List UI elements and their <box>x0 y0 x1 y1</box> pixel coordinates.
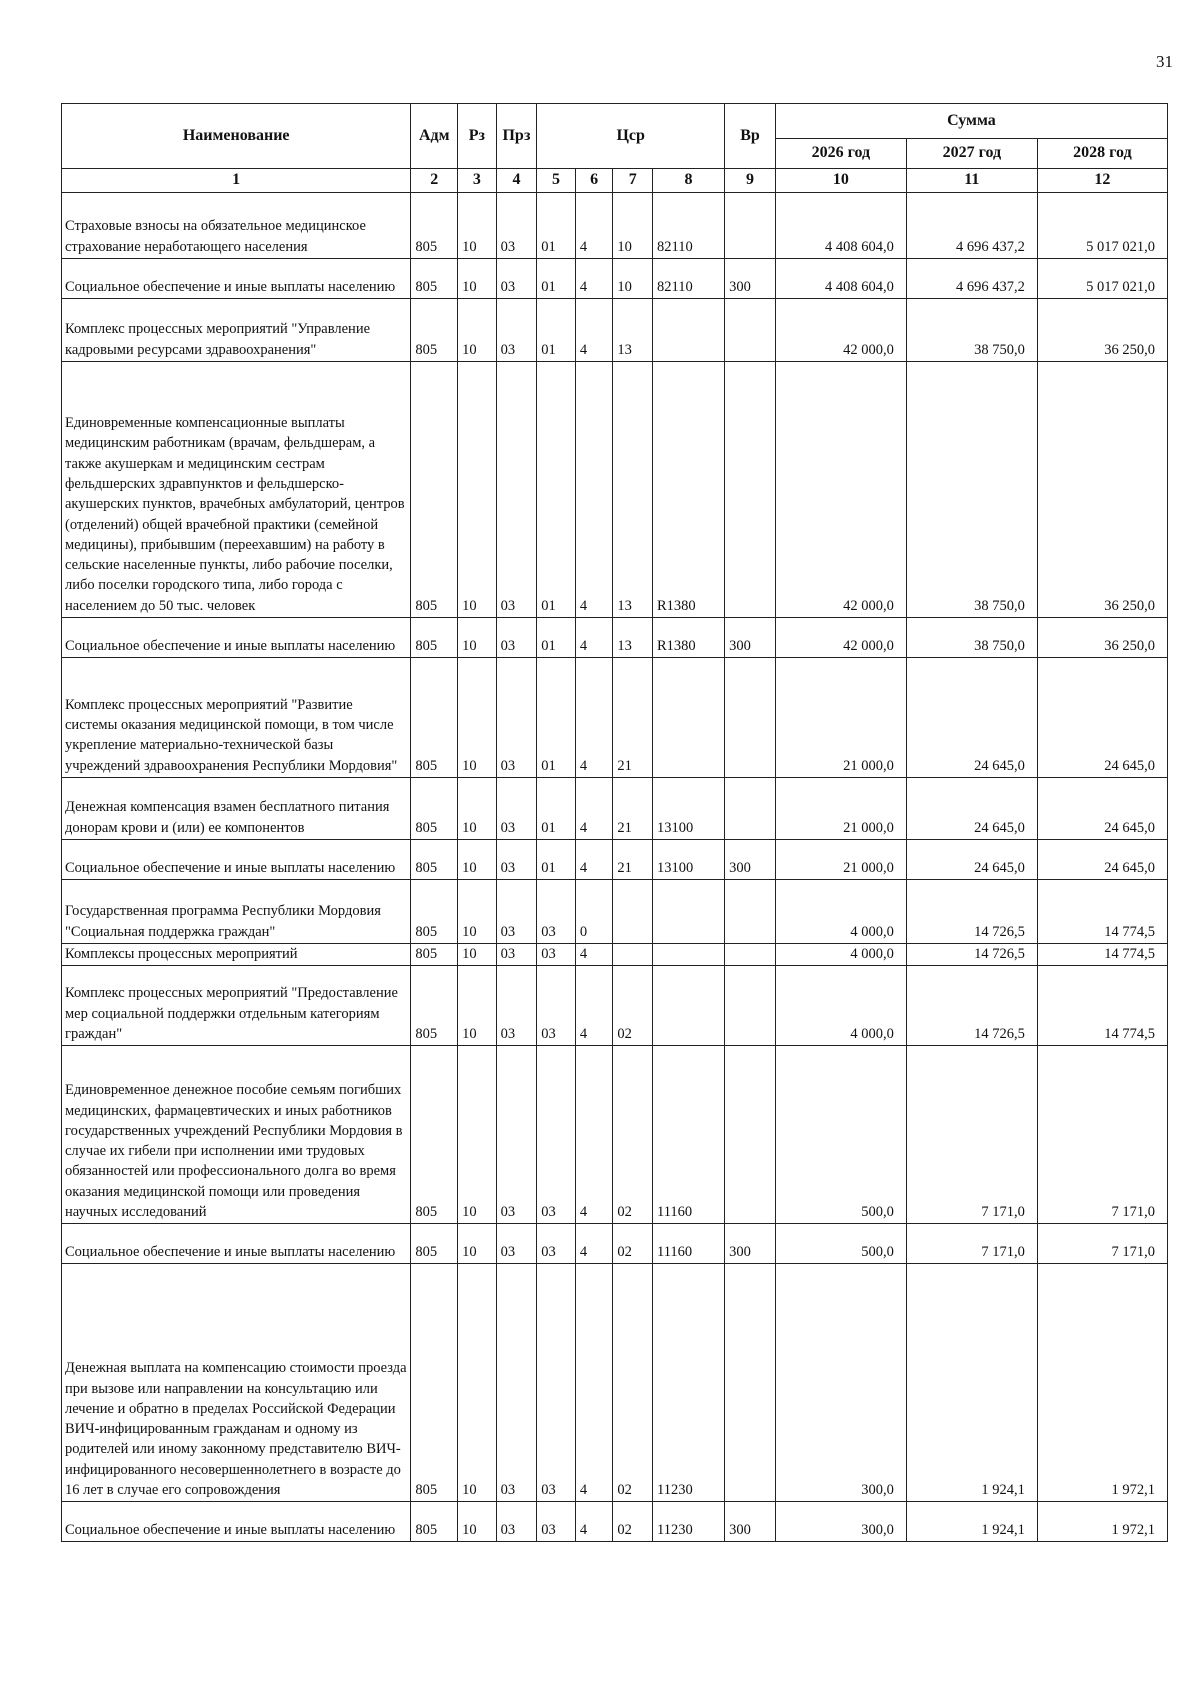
cell-rz: 10 <box>458 944 497 966</box>
col-number: 3 <box>458 169 497 193</box>
cell-c7 <box>613 944 653 966</box>
cell-adm: 805 <box>411 1502 458 1542</box>
cell-s2026: 300,0 <box>775 1502 906 1542</box>
cell-adm: 805 <box>411 1264 458 1502</box>
cell-vr <box>725 966 776 1046</box>
cell-c6: 4 <box>575 193 613 259</box>
table-row <box>62 362 1168 618</box>
cell-s2028: 1 972,1 <box>1037 1502 1167 1542</box>
cell-prz: 03 <box>496 618 537 658</box>
col-number: 9 <box>725 169 776 193</box>
cell-c7: 02 <box>613 1502 653 1542</box>
cell-vr <box>725 658 776 778</box>
cell-rz: 10 <box>458 966 497 1046</box>
table-row <box>62 1264 1168 1502</box>
header-prz: Прз <box>496 104 537 169</box>
cell-c8: 11160 <box>652 1046 724 1224</box>
cell-c5: 03 <box>537 1264 576 1502</box>
col-number: 5 <box>537 169 576 193</box>
cell-s2027: 14 726,5 <box>906 966 1037 1046</box>
cell-c7: 02 <box>613 1224 653 1264</box>
col-number: 8 <box>652 169 724 193</box>
cell-adm: 805 <box>411 362 458 618</box>
cell-name: Комплекс процессных мероприятий "Управление кадровыми ресурсами здравоохранения" <box>62 299 411 362</box>
cell-name: Единовременные компенсационные выплаты медицинским работникам (врачам, фельдшерам, а также акушеркам и медицинским сестрам фельдшерских здравпунктов и фельдшерско-акушерских пунктов, врачебных амбулаторий, центров (отделений) общей врачебной практики (семейной медицины), прибывшим (переехавшим) на работу в сельские населенные пункты, либо рабочие поселки, либо поселки городского типа, либо города с населением до 50 тыс. человек <box>62 362 411 618</box>
header-year-2027: 2027 год <box>906 139 1037 169</box>
budget-table <box>61 103 1168 1542</box>
cell-adm: 805 <box>411 840 458 880</box>
cell-c6: 4 <box>575 1046 613 1224</box>
cell-c7: 21 <box>613 778 653 840</box>
cell-prz: 03 <box>496 880 537 944</box>
col-number: 4 <box>496 169 537 193</box>
cell-name: Единовременное денежное пособие семьям погибших медицинских, фармацевтических и иных работников государственных учреждений Республики Мордовия в случае их гибели при исполнении ими трудовых обязанностей или профессионального долга во время оказания медицинской помощи или проведения научных исследований <box>62 1046 411 1224</box>
table-row <box>62 880 1168 944</box>
header-vr: Вр <box>725 104 776 169</box>
cell-c8 <box>652 658 724 778</box>
cell-adm: 805 <box>411 299 458 362</box>
cell-s2028: 24 645,0 <box>1037 840 1167 880</box>
col-number: 10 <box>775 169 906 193</box>
cell-name: Социальное обеспечение и иные выплаты населению <box>62 1502 411 1542</box>
cell-adm: 805 <box>411 1224 458 1264</box>
cell-c6: 4 <box>575 840 613 880</box>
cell-c5: 01 <box>537 259 576 299</box>
cell-c6: 4 <box>575 778 613 840</box>
cell-vr: 300 <box>725 1224 776 1264</box>
cell-c8 <box>652 880 724 944</box>
cell-adm: 805 <box>411 618 458 658</box>
cell-rz: 10 <box>458 299 497 362</box>
cell-adm: 805 <box>411 658 458 778</box>
cell-c7: 02 <box>613 1046 653 1224</box>
cell-rz: 10 <box>458 1046 497 1224</box>
cell-s2026: 500,0 <box>775 1046 906 1224</box>
cell-s2028: 7 171,0 <box>1037 1046 1167 1224</box>
table-row <box>62 1224 1168 1264</box>
cell-s2026: 42 000,0 <box>775 362 906 618</box>
cell-rz: 10 <box>458 658 497 778</box>
cell-s2026: 42 000,0 <box>775 299 906 362</box>
cell-adm: 805 <box>411 966 458 1046</box>
cell-c7 <box>613 880 653 944</box>
cell-c8 <box>652 966 724 1046</box>
cell-s2027: 4 696 437,2 <box>906 259 1037 299</box>
cell-vr <box>725 299 776 362</box>
cell-prz: 03 <box>496 1046 537 1224</box>
cell-rz: 10 <box>458 778 497 840</box>
header-year-2028: 2028 год <box>1037 139 1167 169</box>
cell-adm: 805 <box>411 944 458 966</box>
cell-rz: 10 <box>458 840 497 880</box>
cell-s2027: 38 750,0 <box>906 362 1037 618</box>
cell-c6: 4 <box>575 658 613 778</box>
cell-s2026: 4 408 604,0 <box>775 193 906 259</box>
cell-c7: 02 <box>613 966 653 1046</box>
cell-s2027: 38 750,0 <box>906 618 1037 658</box>
table-row <box>62 840 1168 880</box>
table-row <box>62 193 1168 259</box>
cell-rz: 10 <box>458 1224 497 1264</box>
cell-name: Социальное обеспечение и иные выплаты населению <box>62 840 411 880</box>
cell-c8: 11230 <box>652 1502 724 1542</box>
cell-rz: 10 <box>458 1502 497 1542</box>
header-year-2026: 2026 год <box>775 139 906 169</box>
cell-s2027: 14 726,5 <box>906 880 1037 944</box>
cell-vr <box>725 362 776 618</box>
col-number: 6 <box>575 169 613 193</box>
cell-s2028: 7 171,0 <box>1037 1224 1167 1264</box>
cell-c5: 03 <box>537 1502 576 1542</box>
cell-s2026: 4 000,0 <box>775 880 906 944</box>
cell-s2028: 1 972,1 <box>1037 1264 1167 1502</box>
cell-c7: 13 <box>613 362 653 618</box>
cell-c8: 13100 <box>652 778 724 840</box>
table-row <box>62 658 1168 778</box>
cell-c8 <box>652 299 724 362</box>
cell-s2027: 4 696 437,2 <box>906 193 1037 259</box>
cell-prz: 03 <box>496 778 537 840</box>
cell-c5: 01 <box>537 618 576 658</box>
cell-c7: 21 <box>613 840 653 880</box>
cell-name: Комплекс процессных мероприятий "Предоставление мер социальной поддержки отдельным категориям граждан" <box>62 966 411 1046</box>
header-sum: Сумма <box>775 104 1167 139</box>
cell-c7: 10 <box>613 193 653 259</box>
cell-prz: 03 <box>496 193 537 259</box>
cell-prz: 03 <box>496 259 537 299</box>
cell-name: Комплексы процессных мероприятий <box>62 944 411 966</box>
cell-vr <box>725 944 776 966</box>
cell-adm: 805 <box>411 880 458 944</box>
cell-s2028: 14 774,5 <box>1037 880 1167 944</box>
cell-c7: 21 <box>613 658 653 778</box>
header-rz: Рз <box>458 104 497 169</box>
table-row <box>62 944 1168 966</box>
cell-c7: 10 <box>613 259 653 299</box>
cell-vr: 300 <box>725 259 776 299</box>
cell-s2027: 24 645,0 <box>906 658 1037 778</box>
cell-s2026: 4 408 604,0 <box>775 259 906 299</box>
cell-s2026: 500,0 <box>775 1224 906 1264</box>
table-row <box>62 618 1168 658</box>
table-row <box>62 778 1168 840</box>
cell-s2026: 21 000,0 <box>775 658 906 778</box>
cell-name: Денежная выплата на компенсацию стоимости проезда при вызове или направлении на консультацию или лечение и обратно в пределах Российской Федерации ВИЧ-инфицированным гражданам и одному из родителей или иному законному представителю ВИЧ-инфицированного несовершеннолетнего в возрасте до 16 лет в случае его сопровождения <box>62 1264 411 1502</box>
col-number: 7 <box>613 169 653 193</box>
cell-c6: 4 <box>575 362 613 618</box>
cell-prz: 03 <box>496 299 537 362</box>
cell-rz: 10 <box>458 618 497 658</box>
cell-adm: 805 <box>411 1046 458 1224</box>
col-number: 11 <box>906 169 1037 193</box>
cell-c5: 01 <box>537 658 576 778</box>
cell-prz: 03 <box>496 966 537 1046</box>
header-adm: Адм <box>411 104 458 169</box>
cell-s2026: 21 000,0 <box>775 778 906 840</box>
cell-vr <box>725 880 776 944</box>
table-row <box>62 299 1168 362</box>
cell-s2027: 7 171,0 <box>906 1046 1037 1224</box>
cell-name: Социальное обеспечение и иные выплаты населению <box>62 1224 411 1264</box>
cell-adm: 805 <box>411 193 458 259</box>
cell-name: Страховые взносы на обязательное медицинское страхование неработающего населения <box>62 193 411 259</box>
table-row <box>62 1502 1168 1542</box>
cell-vr: 300 <box>725 840 776 880</box>
cell-s2028: 24 645,0 <box>1037 778 1167 840</box>
table-row <box>62 259 1168 299</box>
cell-rz: 10 <box>458 193 497 259</box>
cell-c6: 4 <box>575 1224 613 1264</box>
cell-c8: 82110 <box>652 193 724 259</box>
cell-c7: 02 <box>613 1264 653 1502</box>
cell-s2026: 4 000,0 <box>775 944 906 966</box>
cell-c6: 4 <box>575 259 613 299</box>
cell-c8: 13100 <box>652 840 724 880</box>
cell-rz: 10 <box>458 880 497 944</box>
cell-vr: 300 <box>725 1502 776 1542</box>
col-number: 1 <box>62 169 411 193</box>
table-row <box>62 966 1168 1046</box>
cell-prz: 03 <box>496 840 537 880</box>
cell-name: Государственная программа Республики Мордовия "Социальная поддержка граждан" <box>62 880 411 944</box>
cell-rz: 10 <box>458 1264 497 1502</box>
cell-c5: 03 <box>537 944 576 966</box>
col-number: 2 <box>411 169 458 193</box>
cell-s2027: 7 171,0 <box>906 1224 1037 1264</box>
cell-s2028: 5 017 021,0 <box>1037 193 1167 259</box>
cell-s2028: 24 645,0 <box>1037 658 1167 778</box>
cell-vr <box>725 1046 776 1224</box>
cell-prz: 03 <box>496 944 537 966</box>
cell-s2026: 4 000,0 <box>775 966 906 1046</box>
cell-c8: 82110 <box>652 259 724 299</box>
cell-rz: 10 <box>458 362 497 618</box>
cell-prz: 03 <box>496 1224 537 1264</box>
cell-vr: 300 <box>725 618 776 658</box>
cell-s2026: 300,0 <box>775 1264 906 1502</box>
table-row <box>62 1046 1168 1224</box>
page-number: 31 <box>1156 52 1173 71</box>
cell-c6: 4 <box>575 966 613 1046</box>
cell-vr <box>725 778 776 840</box>
cell-s2028: 14 774,5 <box>1037 944 1167 966</box>
cell-adm: 805 <box>411 259 458 299</box>
cell-c6: 4 <box>575 299 613 362</box>
cell-name: Социальное обеспечение и иные выплаты населению <box>62 259 411 299</box>
cell-s2028: 5 017 021,0 <box>1037 259 1167 299</box>
cell-c5: 01 <box>537 840 576 880</box>
cell-c8: R1380 <box>652 362 724 618</box>
header-name: Наименование <box>62 104 411 169</box>
cell-s2028: 36 250,0 <box>1037 618 1167 658</box>
cell-c5: 03 <box>537 880 576 944</box>
cell-c5: 03 <box>537 1224 576 1264</box>
cell-prz: 03 <box>496 1264 537 1502</box>
cell-s2027: 14 726,5 <box>906 944 1037 966</box>
cell-s2028: 36 250,0 <box>1037 362 1167 618</box>
cell-s2027: 24 645,0 <box>906 778 1037 840</box>
cell-name: Денежная компенсация взамен бесплатного питания донорам крови и (или) ее компонентов <box>62 778 411 840</box>
cell-s2028: 36 250,0 <box>1037 299 1167 362</box>
cell-c7: 13 <box>613 299 653 362</box>
cell-prz: 03 <box>496 658 537 778</box>
cell-c5: 01 <box>537 299 576 362</box>
cell-c8: 11230 <box>652 1264 724 1502</box>
cell-c5: 03 <box>537 966 576 1046</box>
cell-c5: 01 <box>537 362 576 618</box>
cell-s2027: 1 924,1 <box>906 1264 1037 1502</box>
cell-c6: 4 <box>575 1264 613 1502</box>
col-number: 12 <box>1037 169 1167 193</box>
cell-vr <box>725 193 776 259</box>
cell-rz: 10 <box>458 259 497 299</box>
cell-c7: 13 <box>613 618 653 658</box>
cell-c5: 01 <box>537 193 576 259</box>
cell-s2027: 38 750,0 <box>906 299 1037 362</box>
cell-c6: 0 <box>575 880 613 944</box>
cell-vr <box>725 1264 776 1502</box>
cell-c6: 4 <box>575 1502 613 1542</box>
table-body <box>62 193 1168 1542</box>
cell-name: Комплекс процессных мероприятий "Развитие системы оказания медицинской помощи, в том числе укрепление материально-технической базы учреждений здравоохранения Республики Мордовия" <box>62 658 411 778</box>
cell-s2026: 42 000,0 <box>775 618 906 658</box>
cell-prz: 03 <box>496 1502 537 1542</box>
cell-c6: 4 <box>575 618 613 658</box>
cell-c6: 4 <box>575 944 613 966</box>
cell-s2028: 14 774,5 <box>1037 966 1167 1046</box>
cell-c8: 11160 <box>652 1224 724 1264</box>
cell-s2026: 21 000,0 <box>775 840 906 880</box>
header-row-1 <box>62 104 1168 139</box>
cell-c8: R1380 <box>652 618 724 658</box>
header-csr: Цср <box>537 104 725 169</box>
cell-s2027: 24 645,0 <box>906 840 1037 880</box>
cell-name: Социальное обеспечение и иные выплаты населению <box>62 618 411 658</box>
cell-c8 <box>652 944 724 966</box>
cell-c5: 03 <box>537 1046 576 1224</box>
cell-adm: 805 <box>411 778 458 840</box>
cell-s2027: 1 924,1 <box>906 1502 1037 1542</box>
cell-c5: 01 <box>537 778 576 840</box>
column-number-row <box>62 169 1168 193</box>
cell-prz: 03 <box>496 362 537 618</box>
